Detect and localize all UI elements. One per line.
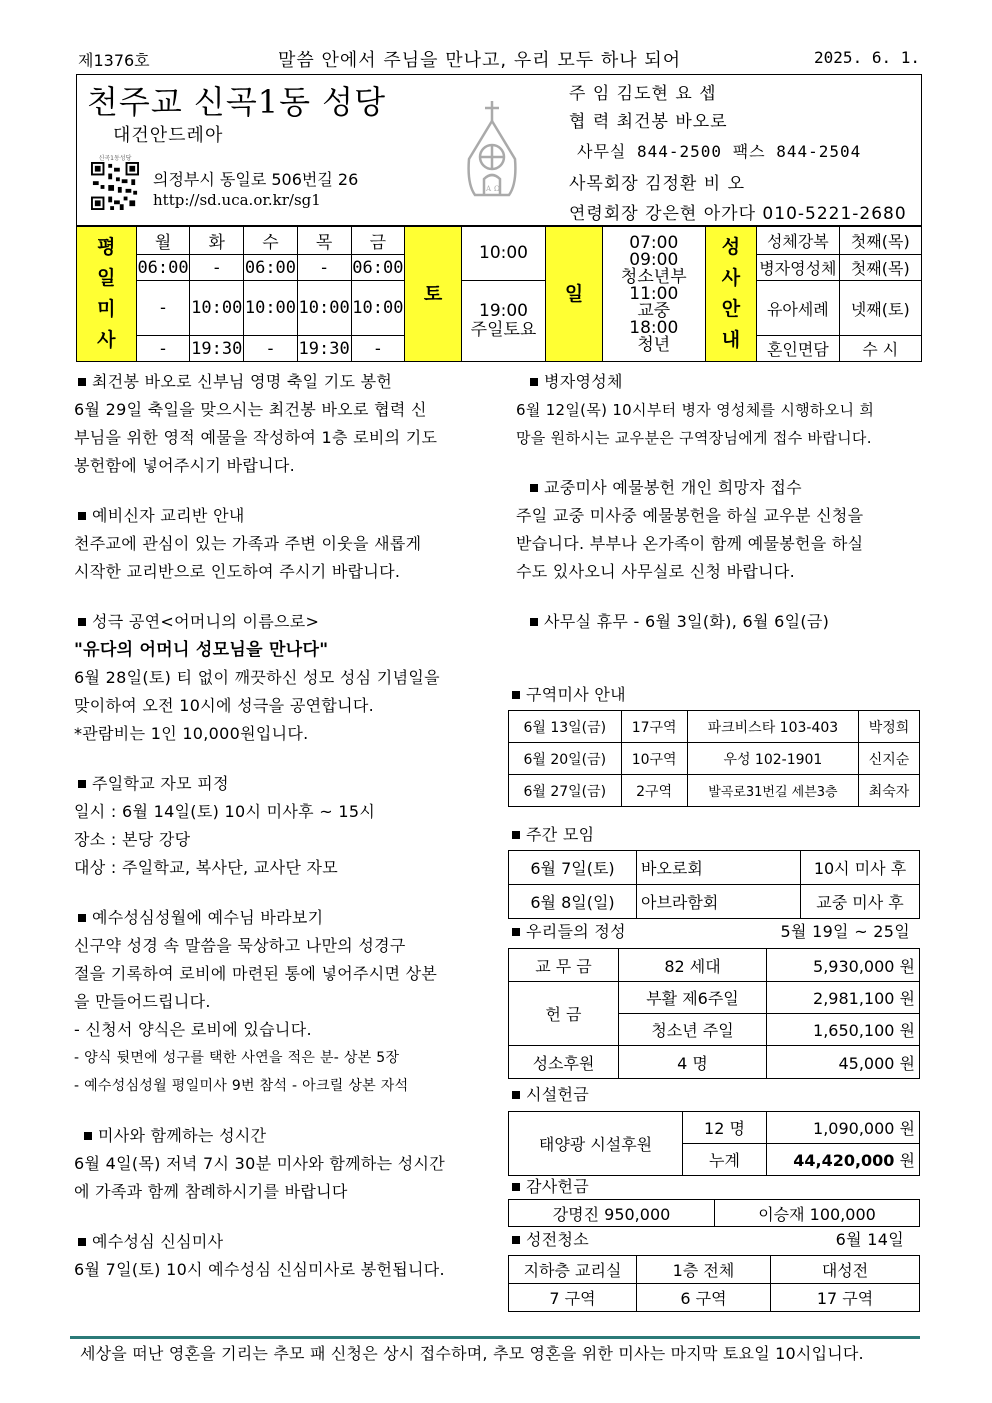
paragraph-line: 받습니다. 부부나 온가족이 함께 예물봉헌을 하실 xyxy=(516,534,864,553)
paragraph-line: 봉헌함에 넣어주시기 바랍니다. xyxy=(74,456,295,475)
section-title: 성전청소 6월 14일 xyxy=(508,1226,920,1254)
day-wed: 수 xyxy=(244,227,298,255)
mass-time: 06:00 xyxy=(136,255,190,281)
bullet-icon xyxy=(78,618,86,626)
office-phone: 사무실 844-2500 팩스 844-2504 xyxy=(577,142,862,161)
top-line xyxy=(78,44,920,72)
table-row: 태양광 시설후원 12 명 1,090,000 원 xyxy=(509,1112,920,1144)
cleaning-date: 6월 14일 xyxy=(835,1230,904,1249)
paragraph-line: 부님을 위한 영적 예물을 작성하여 1층 로비의 기도 xyxy=(74,428,438,447)
table-row: 6월 7일(토) 바오로회 10시 미사 후 xyxy=(509,851,920,885)
table-row: 7 구역 6 구역 17 구역 xyxy=(509,1284,920,1312)
paragraph-line: 일시 : 6월 14일(토) 10시 미사후 ~ 15시 xyxy=(74,802,376,821)
table-row: 6월 27일(금) 2구역 발곡로31번길 세븐3층 최숙자 xyxy=(509,775,920,807)
day-fri: 금 xyxy=(351,227,405,255)
patron-saint: 대건안드레아 xyxy=(113,125,224,146)
bullet-icon xyxy=(78,914,86,922)
assistant-priest: 협 력 최건봉 바오로 xyxy=(569,112,728,132)
service-time: 첫째(목) xyxy=(839,255,921,281)
section-title: 예수성심성월에 예수님 바라보기 xyxy=(74,904,474,932)
play-subtitle: "유다의 어머니 성모님을 만나다" xyxy=(74,640,329,660)
sunday-label: 일 xyxy=(546,227,603,362)
section-title: 성극 공연<어머니의 이름으로> xyxy=(74,608,474,636)
paragraph-line: 수도 있사오니 사무실로 신청 바랍니다. xyxy=(516,562,796,581)
section-title: 예비신자 교리반 안내 xyxy=(74,502,474,530)
bullet-icon xyxy=(512,928,520,936)
mass-time: - xyxy=(136,336,190,362)
issue-date: 2025. 6. 1. xyxy=(814,48,920,67)
svg-text:Ω: Ω xyxy=(494,185,500,193)
table-row: 교 무 금 82 세대 5,930,000 원 xyxy=(509,949,920,982)
church-header xyxy=(76,74,922,226)
saturday-label: 토 xyxy=(405,227,462,362)
church-cleaning-table xyxy=(508,1255,920,1312)
facility-donation-table xyxy=(508,1111,920,1176)
bullet-icon xyxy=(512,691,520,699)
table-row: 6월 13일(금) 17구역 파크비스타 103-403 박정희 xyxy=(509,711,920,743)
section-title: 최건봉 바오로 신부님 영명 축일 기도 봉헌 xyxy=(74,368,474,396)
service-name: 병자영성체 xyxy=(757,255,839,281)
qr-caption: 신곡1동성당 xyxy=(98,155,132,162)
bullet-icon xyxy=(78,780,86,788)
bullet-icon xyxy=(512,1183,520,1191)
mass-time: 10:00 xyxy=(190,280,244,335)
day-tue: 화 xyxy=(190,227,244,255)
paragraph-line: 절을 기록하여 로비에 마련된 통에 넣어주시면 상본 xyxy=(74,964,438,983)
saturday-mass-2: 19:00 주일토요 xyxy=(461,280,545,361)
motto: 말씀 안에서 주님을 만나고, 우리 모두 하나 되어 xyxy=(278,50,682,71)
mass-time: - xyxy=(244,336,298,362)
bullet-icon xyxy=(84,1132,92,1140)
bullet-icon xyxy=(512,1091,520,1099)
pastoral-council-president: 사목회장 김정환 비 오 xyxy=(569,174,746,194)
website-link[interactable]: http://sd.uca.or.kr/sg1 xyxy=(153,191,321,209)
paragraph-line: - 예수성심성월 평일미사 9번 참석 - 아크릴 상본 자석 xyxy=(74,1078,409,1094)
section-title: 미사와 함께하는 성시간 xyxy=(74,1122,474,1150)
paragraph-line: 대상 : 주일학교, 복사단, 교사단 자모 xyxy=(74,858,338,877)
mass-time: 10:00 xyxy=(244,280,298,335)
paragraph-line: - 신청서 양식은 로비에 있습니다. xyxy=(74,1020,312,1039)
weekday-mass-label: 평 일 미 사 xyxy=(77,227,137,362)
mass-time: 19:30 xyxy=(297,336,351,362)
table-row: 6월 8일(일) 아브라함회 교중 미사 후 xyxy=(509,885,920,919)
address: 의정부시 동일로 506번길 26 xyxy=(153,170,359,189)
mass-time: 10:00 xyxy=(297,280,351,335)
weekly-meetings-table xyxy=(508,850,920,919)
issue-number: 제1376호 xyxy=(78,51,150,70)
table-row: 헌 금 부활 제6주일 2,981,100 원 xyxy=(509,982,920,1014)
mass-time: 10:00 xyxy=(351,280,405,335)
paragraph-line: 6월 4일(목) 저녁 7시 30분 미사와 함께하는 성시간 xyxy=(74,1154,446,1173)
paragraph-line: - 양식 뒷면에 성구를 택한 사연을 적은 분- 상본 5장 xyxy=(74,1050,400,1066)
service-name: 유아세례 xyxy=(757,280,839,335)
bullet-icon xyxy=(512,831,520,839)
thanks-offering-table xyxy=(508,1199,920,1227)
section-title: 감사헌금 xyxy=(508,1173,589,1201)
footer-divider xyxy=(70,1336,920,1339)
facility-total: 44,420,000 xyxy=(793,1151,895,1170)
paragraph-line: 6월 7일(토) 10시 예수성심 신심미사로 봉헌됩니다. xyxy=(74,1260,445,1279)
paragraph-line: 시작한 교리반으로 인도하여 주시기 바랍니다. xyxy=(74,562,401,581)
paragraph-line: 6월 29일 축일을 맞으시는 최건봉 바오로 협력 신 xyxy=(74,400,427,419)
saturday-mass-1: 10:00 xyxy=(461,227,545,281)
right-column xyxy=(516,368,926,636)
section-title: 주일학교 자모 피정 xyxy=(74,770,474,798)
paragraph-line: 망을 원하시는 교우분은 구역장님에게 접수 바랍니다. xyxy=(516,429,872,447)
section-title: 구역미사 안내 xyxy=(508,681,626,709)
qr-code-icon[interactable] xyxy=(91,161,139,211)
bullet-icon xyxy=(78,378,86,386)
paragraph-line: 을 만들어드립니다. xyxy=(74,992,211,1011)
section-title: 병자영성체 xyxy=(516,368,926,396)
table-row: 성소후원 4 명 45,000 원 xyxy=(509,1046,920,1079)
funeral-council-president: 연령회장 강은현 아가다 010-5221-2680 xyxy=(569,204,907,224)
mass-time: 19:30 xyxy=(190,336,244,362)
bullet-icon xyxy=(78,512,86,520)
section-title: 교중미사 예물봉헌 개인 희망자 접수 xyxy=(516,474,926,502)
table-row: 강명진 950,000 이승재 100,000 xyxy=(509,1200,920,1227)
section-title: 주간 모임 xyxy=(508,821,594,849)
paragraph-line: 천주교에 관심이 있는 가족과 주변 이웃을 새롭게 xyxy=(74,534,422,553)
table-row: 6월 20일(금) 10구역 우성 102-1901 신지순 xyxy=(509,743,920,775)
paragraph-line: 신구약 성경 속 말씀을 묵상하고 나만의 성경구 xyxy=(74,936,406,955)
bullet-icon xyxy=(512,1236,520,1244)
sacrament-guide-label: 성 사 안 내 xyxy=(705,227,756,362)
church-logo-icon xyxy=(457,99,527,199)
service-time: 수 시 xyxy=(839,336,921,362)
mass-time: - xyxy=(190,255,244,281)
service-name: 성체강복 xyxy=(757,227,839,255)
section-title: 시설헌금 xyxy=(508,1081,589,1109)
paragraph-line: 맞이하여 오전 10시에 성극을 공연합니다. xyxy=(74,696,374,715)
mass-time: 06:00 xyxy=(351,255,405,281)
paragraph-line: *관람비는 1인 10,000원입니다. xyxy=(74,724,309,743)
table-row: 지하층 교리실 1층 전체 대성전 xyxy=(509,1256,920,1284)
service-name: 혼인면담 xyxy=(757,336,839,362)
district-mass-table xyxy=(508,710,920,807)
mass-time: - xyxy=(297,255,351,281)
paragraph-line: 장소 : 본당 강당 xyxy=(74,830,191,849)
day-thu: 목 xyxy=(297,227,351,255)
mass-time: - xyxy=(136,280,190,335)
table-row: 누계 44,420,000 원 xyxy=(509,1144,920,1176)
pastor: 주 임 김도현 요 셉 xyxy=(569,84,717,104)
day-mon: 월 xyxy=(136,227,190,255)
mass-time: 06:00 xyxy=(244,255,298,281)
table-row: 청소년 주일 1,650,100 원 xyxy=(509,1014,920,1046)
bullet-icon xyxy=(78,1238,86,1246)
church-name: 천주교 신곡1동 성당 xyxy=(87,83,386,121)
section-title: 사무실 휴무 - 6월 3일(화), 6월 6일(금) xyxy=(516,608,926,636)
section-title: 우리들의 정성 5월 19일 ~ 25일 xyxy=(508,918,920,946)
offering-table xyxy=(508,948,920,1079)
paragraph-line: 에 가족과 함께 참례하시기를 바랍니다 xyxy=(74,1182,348,1201)
bullet-icon xyxy=(530,484,538,492)
sunday-mass-times: 07:00 09:00 청소년부 11:00 교중 18:00 청년 xyxy=(602,227,705,362)
paragraph-line: 6월 28일(토) 티 없이 깨끗하신 성모 성심 기념일을 xyxy=(74,668,440,687)
service-time: 넷째(토) xyxy=(839,280,921,335)
left-column xyxy=(74,368,474,1284)
service-time: 첫째(목) xyxy=(839,227,921,255)
footer-notice: 세상을 떠난 영혼을 기리는 추모 패 신청은 상시 접수하며, 추모 영혼을 위한 미사는 마지막 토요일 10시입니다. xyxy=(80,1344,864,1363)
offering-period: 5월 19일 ~ 25일 xyxy=(780,922,910,941)
mass-schedule-table xyxy=(76,226,922,362)
section-title: 예수성심 신심미사 xyxy=(74,1228,474,1256)
bullet-icon xyxy=(530,378,538,386)
paragraph-line: 6월 12일(목) 10시부터 병자 영성체를 시행하오니 희 xyxy=(516,401,875,419)
mass-time: - xyxy=(351,336,405,362)
svg-text:A: A xyxy=(486,185,492,193)
bullet-icon xyxy=(530,618,538,626)
paragraph-line: 주일 교중 미사중 예물봉헌을 하실 교우분 신청을 xyxy=(516,506,864,525)
